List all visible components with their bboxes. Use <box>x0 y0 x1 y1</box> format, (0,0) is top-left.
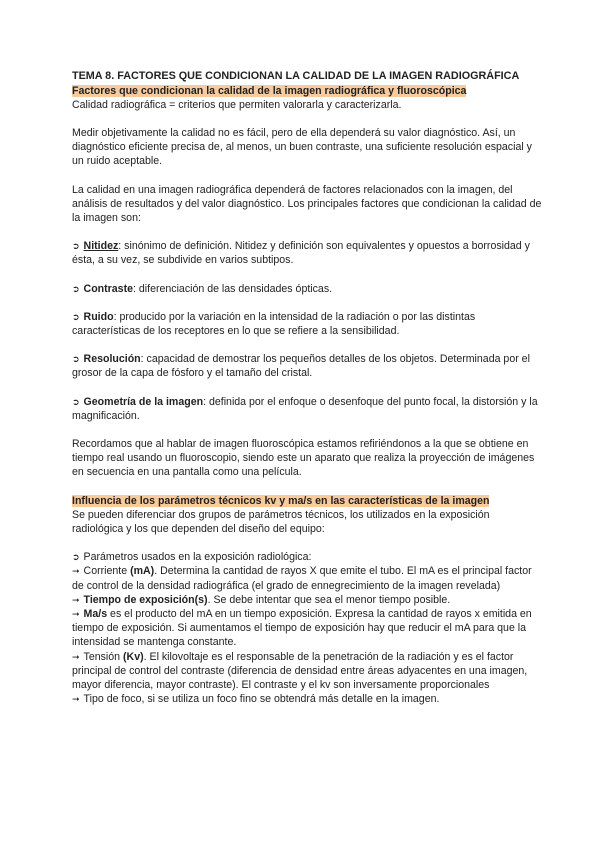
right-arrow-icon: ➞ <box>72 651 80 662</box>
factor-text: sinónimo de definición. Nitidez y definición son equivalentes y opuestos a borrosidad y ésta, a su vez, se subdivide en varios subtipos. <box>72 240 530 267</box>
factor-term: Geometría de la imagen <box>83 395 204 408</box>
right-arrow-icon: ➞ <box>72 694 80 705</box>
section2-heading-line <box>72 494 542 508</box>
factor-text: diferenciación de las densidades ópticas. <box>138 282 333 295</box>
factor-geometria: ➲ Geometría de la imagen: definida por el enfoque o desenfoque del punto focal, la distorsión y la magnificación. <box>72 395 538 422</box>
param-mas: ➞ Ma/s es el producto del mA en un tiempo exposición. Expresa la cantidad de rayos x emitida en tiempo de exposición. Si aumentamos el tiempo de exposición hay que reducir el mA para que la intensidad se mantenga constante. <box>72 608 532 649</box>
factor-text: definida por el enfoque o desenfoque del punto focal, la distorsión y la magnificación. <box>72 395 538 422</box>
factor-ruido: ➲ Ruido: producido por la variación en la intensidad de la radiación o por las distintas características de los receptores en lo que se refiere a la sensibilidad. <box>72 310 476 338</box>
bullet-arrow-icon: ➲ <box>72 552 80 563</box>
group-label-line <box>72 550 542 564</box>
definition-text: Calidad radiográfica = criterios que permiten valorarla y caracterizarla. <box>72 98 402 111</box>
bullet-arrow-icon: ➲ <box>72 283 80 294</box>
factor-contraste: ➲ Contraste: diferenciación de las densidades ópticas. <box>72 282 333 295</box>
factor-term: Nitidez <box>83 240 119 253</box>
bullet-arrow-icon: ➲ <box>72 354 80 365</box>
bullet-arrow-icon: ➲ <box>72 396 80 407</box>
param-tiempo: ➞ Tiempo de exposición(s). Se debe intentar que sea el menor tiempo posible. <box>72 593 451 606</box>
param-tension: ➞ Tensión (Kv). El kilovoltaje es el responsable de la penetración de la radiación y es el factor principal de control del contraste (diferencia de densidad entre áreas adyacentes en una imagen, mayor diferencia, mayor contraste). El contraste y el kv son inversamente proporcionales <box>72 650 528 692</box>
factor-nitidez: ➲ Nitidez: sinónimo de definición. Nitidez y definición son equivalentes y opuestos a borrosidad y ésta, a su vez, se subdivide en varios subtipos. <box>72 240 530 267</box>
param-term: (Kv) <box>123 650 144 663</box>
param-corriente: ➞ Corriente (mA). Determina la cantidad de rayos X que emite el tubo. El mA es el principal factor de control de la densidad radiográfica (el grado de ennegrecimiento de la imagen revelada) <box>72 565 532 592</box>
factor-text: capacidad de demostrar los pequeños detalles de los objetos. Determinada por el grosor de la capa de fósforo y el tamaño del cristal. <box>72 353 530 380</box>
section2-heading: Influencia de los parámetros técnicos kv y ma/s en las características de la imagen <box>72 494 490 507</box>
right-arrow-icon: ➞ <box>72 566 80 577</box>
factor-text: producido por la variación en la intensidad de la radiación o por las distintas características de los receptores en lo que se refiere a la sensibilidad. <box>72 310 476 338</box>
section2-intro: Se pueden diferenciar dos grupos de parámetros técnicos, los utilizados en la exposición radiológica y los que dependen del diseño del equipo: <box>72 508 490 536</box>
param-term: Ma/s <box>83 608 108 621</box>
param-foco: ➞ Tipo de foco, si se utiliza un foco fino se obtendrá más detalle en la imagen. <box>72 693 440 706</box>
right-arrow-icon: ➞ <box>72 594 80 605</box>
paragraph-2: La calidad en una imagen radiográfica dependerá de factores relacionados con la imagen, del análisis de resultados y del valor diagnóstico. Los principales factores que condicionan la calidad de la imagen son: <box>72 183 542 225</box>
factor-term: Resolución <box>83 353 141 366</box>
factor-resolucion: ➲ Resolución: capacidad de demostrar los pequeños detalles de los objetos. Determinada por el grosor de la capa de fósforo y el tamaño del cristal. <box>72 353 530 380</box>
factor-term: Ruido <box>83 310 114 323</box>
factor-term: Contraste <box>83 282 133 295</box>
param-term: (mA) <box>130 565 155 578</box>
document-title: TEMA 8. FACTORES QUE CONDICIONAN LA CALIDAD DE LA IMAGEN RADIOGRÁFICA <box>72 70 520 82</box>
bullet-arrow-icon: ➲ <box>72 241 80 252</box>
group-label: Parámetros usados en la exposición radiológica: <box>83 551 312 564</box>
param-term: Tiempo de exposición(s) <box>83 593 208 606</box>
bullet-arrow-icon: ➲ <box>72 311 80 322</box>
section1-heading: Factores que condicionan la calidad de la imagen radiográfica y fluoroscópica <box>72 84 467 97</box>
right-arrow-icon: ➞ <box>72 609 80 620</box>
section1-heading-line <box>72 84 542 98</box>
document-body <box>72 70 542 707</box>
paragraph-3: Recordamos que al hablar de imagen fluoroscópica estamos refiriéndonos a la que se obtiene en tiempo real usando un fluoroscopio, siendo este un aparato que realiza la proyección de imágenes en secuencia en una pantalla como una película. <box>72 438 535 479</box>
paragraph-1: Medir objetivamente la calidad no es fácil, pero de ella dependerá su valor diagnóstico. Así, un diagnóstico eficiente precisa de, al menos, un buen contraste, una suficiente resolución espacial y un ruido aceptable. <box>72 127 532 168</box>
